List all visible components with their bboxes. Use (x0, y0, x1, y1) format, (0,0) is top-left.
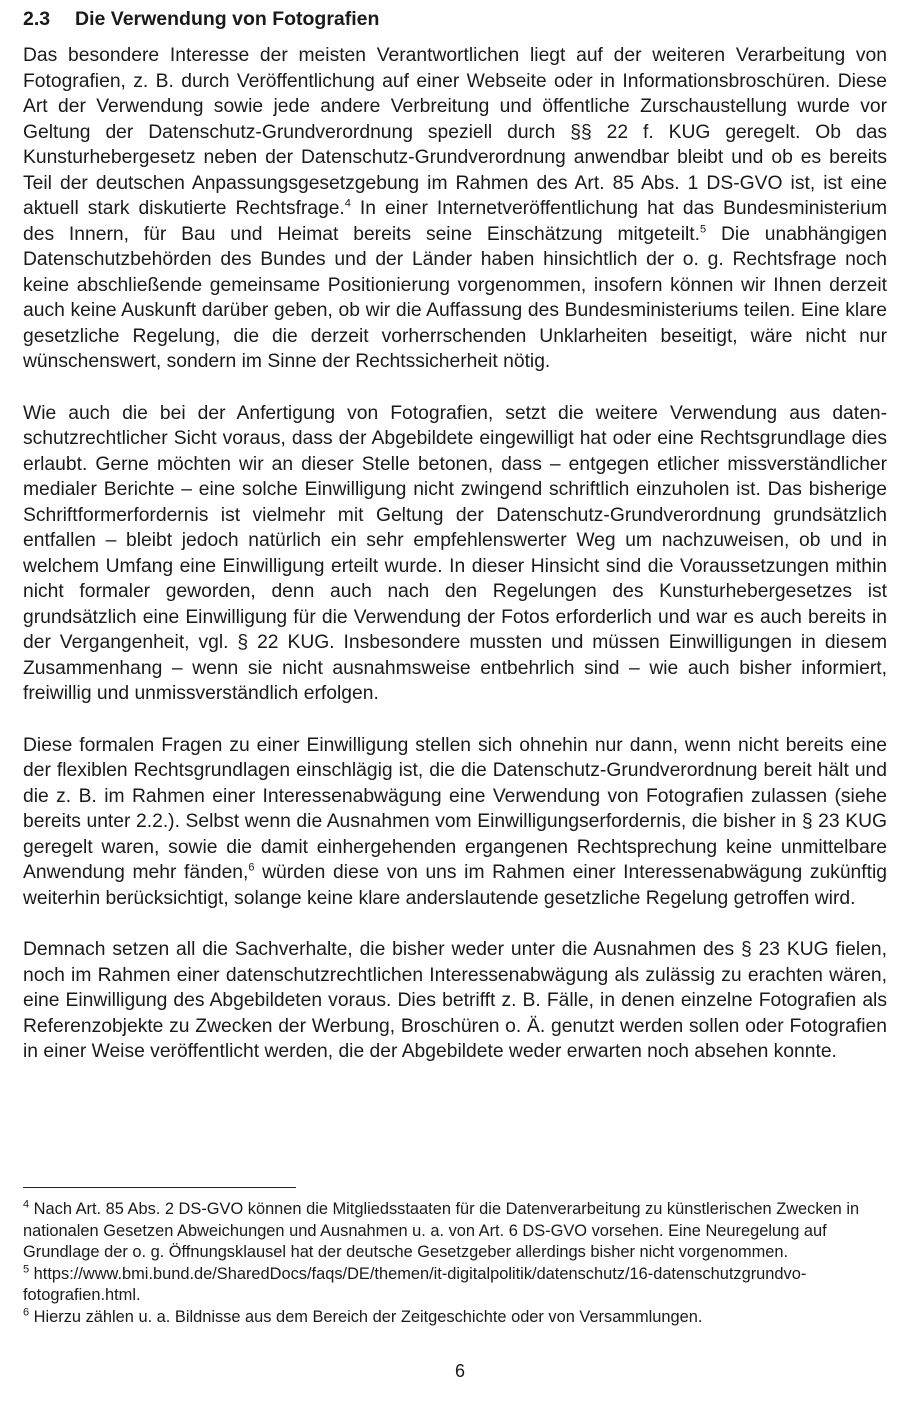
paragraph-1-text-b: In einer Internetveröffentlichung hat das Bundesministerium des Innern, für Bau und Heimat bereits seine Einschätzung mitgeteilt. (23, 198, 888, 245)
page-number: 6 (454, 1361, 465, 1381)
footnote-text: Nach Art. 85 Abs. 2 DS-GVO können die Mitgliedsstaaten für die Datenverarbeitung zu künstlerischen Zwecken in nationalen Gesetzen Abweichungen und Ausnahmen u. a. von Art. 6 DS-GVO vorsehen. Eine Neuregelung auf Grundlage der o. g. Öffnungsklausel hat der deutsche Gesetzgeber allerdings bisher nicht vorgenommen. (23, 1200, 860, 1261)
paragraph-2 (23, 401, 887, 707)
footnote-text: Hierzu zählen u. a. Bildnisse aus dem Bereich der Zeitgeschichte oder von Versammlungen. (29, 1307, 703, 1326)
footnote-separator (23, 1187, 296, 1188)
footnote-ref-6: 6 (248, 861, 255, 874)
footnote-4 (23, 1199, 887, 1264)
footnotes (23, 1199, 887, 1328)
section-title: Die Verwendung von Fotografien (75, 8, 380, 30)
paragraph-3 (23, 733, 887, 912)
footnote-link[interactable]: https://www.bmi.bund.de/SharedDocs/faqs/DE/themen/it-digitalpolitik/datenschutz/16-datenschutzgrundvo-fotografien.html. (23, 1264, 807, 1304)
paragraph-1-text-a: Das besondere Interesse der meisten Verantwortlichen liegt auf der weiteren Verarbeitung von Fotografien, z. B. durch Veröffentlichung auf einer Webseite oder in Informationsbroschüren. Diese Art der Verwendung sowie jede andere Verbreitung und öffentliche Zurschaustellung wurde vor Geltung der Datenschutz-Grundverordnung speziell durch §§ 22 f. KUG geregelt. Ob das Kunsturhebergesetz neben der Datenschutz-Grundverordnung anwendbar bleibt und ob es bereits Teil der deutschen Anpassungsgesetzgebung im Rahmen des Art. 85 Abs. 1 DS-GVO ist, ist eine aktuell stark diskutierte Rechtsfrage. (23, 45, 887, 219)
footnote-number: 5 (23, 1263, 30, 1276)
body-text (23, 43, 887, 1091)
footnote-number: 6 (23, 1306, 30, 1319)
paragraph-1-text-c: Die unabhängigen Datenschutzbehörden des Bundes und der Länder haben hinsichtlich der o. g. Rechtsfrage noch keine abschließende gemeinsame Positionierung vorgenommen, insofern können wir Ihnen derzeit auch keine Auskunft darüber geben, ob wir die Auffassung des Bundesministeriums teilen. Eine klare gesetzliche Regelung, die die derzeit vorherrschenden Unklarheiten beseitigt, wäre nicht nur wünschenswert, sondern im Sinne der Rechtssicherheit nötig. (23, 223, 888, 372)
paragraph-1 (23, 43, 887, 375)
footnote-ref-4: 4 (344, 197, 351, 210)
paragraph-3-text-a: Diese formalen Fragen zu einer Einwilligung stellen sich ohnehin nur dann, wenn nicht bereits eine der flexiblen Rechtsgrundlagen einschlägig ist, die die Datenschutz-Grundverordnung bereit hält und die z. B. im Rahmen einer Interessenabwägung eine Verwendung von Fotografien zulassen (siehe bereits unter 2.2.). Selbst wenn die Ausnahmen vom Einwilligungserfordernis, die bisher in § 23 KUG geregelt waren, sowie die damit einhergehenden ergangenen Rechtsprechung keine unmittelbare Anwendung mehr fänden, (23, 734, 887, 883)
paragraph-4 (23, 937, 887, 1065)
section-heading (23, 8, 379, 31)
footnote-6 (23, 1307, 887, 1329)
section-number: 2.3 (23, 8, 51, 30)
paragraph-3-text-b: würden diese von uns im Rahmen einer Interessenabwägung zukünftig weiterhin berücksichtigt, solange keine klare anderslautende gesetzliche Regelung getroffen wird. (23, 862, 887, 909)
footnote-number: 4 (23, 1198, 30, 1211)
footnote-5 (23, 1264, 887, 1307)
footnote-ref-5: 5 (700, 223, 707, 236)
paragraph-2-text: Wie auch die bei der Anfertigung von Fotografien, setzt die weitere Verwendung aus datenschutzrechtlicher Sicht voraus, dass der Abgebildete eingewilligt hat oder eine Rechtsgrundlage dies erlaubt. Gerne möchten wir an dieser Stelle betonen, dass – entgegen etlicher missverständlicher medialer Berichte – eine solche Einwilligung nicht zwingend schriftlich einzuholen ist. Das bisherige Schriftformerfordernis ist vielmehr mit Geltung der Datenschutz-Grundverordnung grundsätzlich entfallen – bleibt jedoch natürlich ein sehr empfehlenswerter Weg um nachzuweisen, ob und in welchem Umfang eine Einwilligung erteilt wurde. In dieser Hinsicht sind die Voraussetzungen mithin nicht formaler geworden, denn auch nach den Regelungen des Kunsturhebergesetzes ist grundsätzlich eine Einwilligung für die Verwendung der Fotos erforderlich und war es auch bereits in der Vergangenheit, vgl. § 22 KUG. Insbesondere mussten und müssen Einwilligungen in diesem Zusammenhang – wenn sie nicht ausnahmsweise entbehrlich sind – wie auch bisher informiert, freiwillig und unmissverständlich erfolgen. (23, 402, 887, 704)
paragraph-4-text: Demnach setzen all die Sachverhalte, die bisher weder unter die Ausnahmen des § 23 KUG fielen, noch im Rahmen einer datenschutzrechtlichen Interessenabwägung als zulässig zu erachten wären, eine Einwilligung des Abgebildeten voraus. Dies betrifft z. B. Fälle, in denen einzelne Fotografien als Referenzobjekte zu Zwecken der Werbung, Broschüren o. Ä. genutzt werden sollen oder Fotografien in einer Weise veröffentlicht werden, die der Abgebildete weder erwarten noch absehen konnte. (23, 939, 887, 1062)
